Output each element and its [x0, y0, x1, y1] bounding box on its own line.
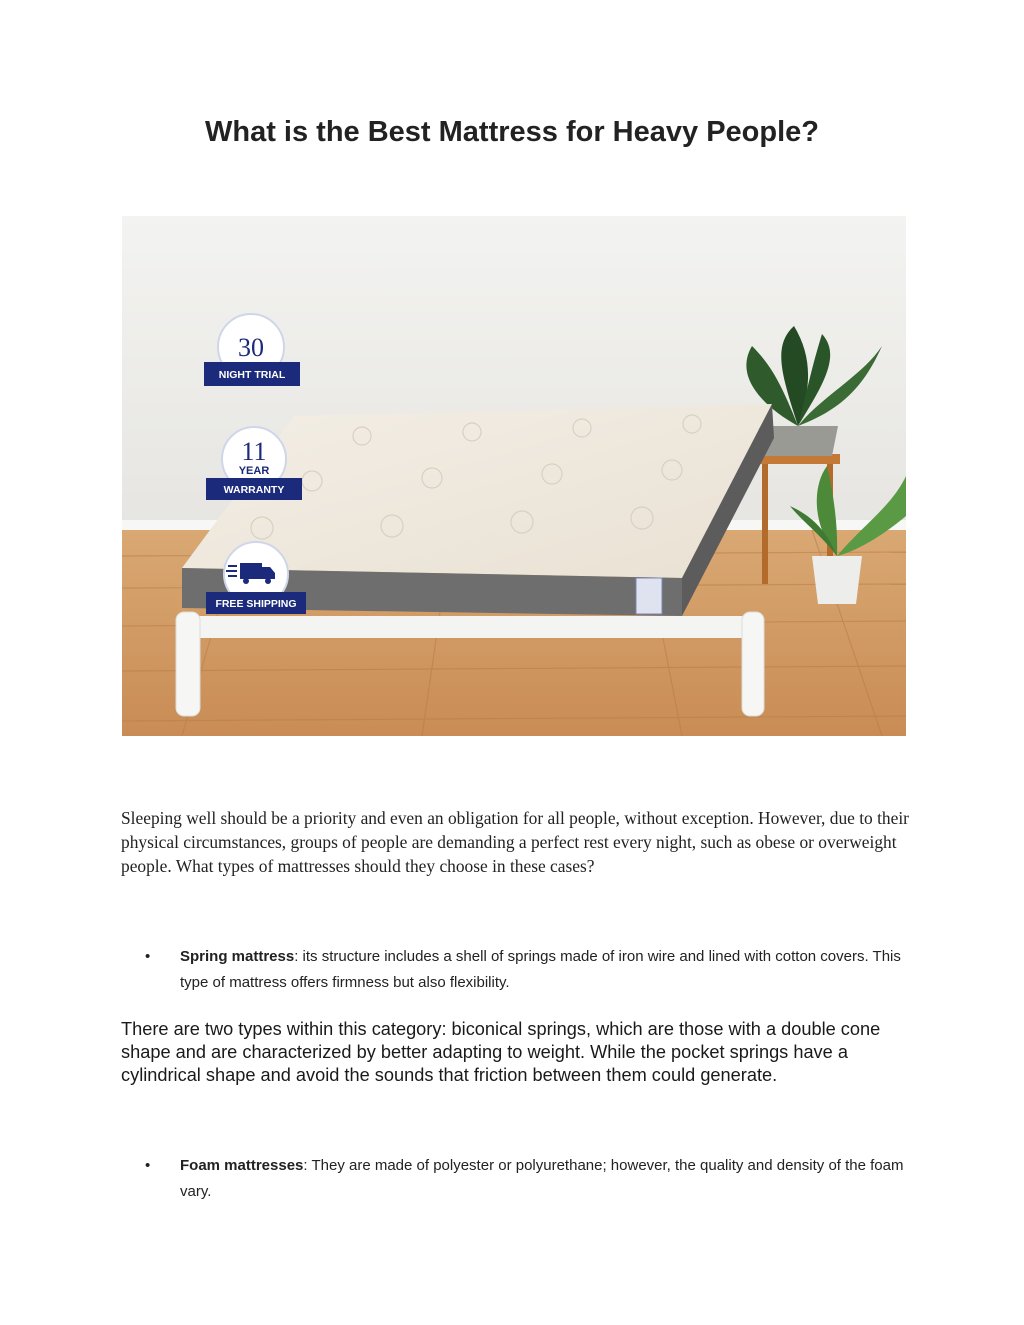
bullet-label: Spring mattress [180, 948, 295, 965]
list-item-foam-mattresses [145, 1153, 920, 1205]
warranty-year-label: YEAR [238, 465, 270, 477]
bullet-label: Foam mattresses [180, 1157, 304, 1174]
mattress-product-image [122, 216, 906, 736]
trial-days-number: 30 [238, 333, 264, 362]
bullet-icon: • [145, 1157, 151, 1174]
spring-types-paragraph: There are two types within this category: biconical springs, which are those with a double cone shape and are characterized by better adapting to weight. While the pocket springs have a cylindrical shape and avoid the sounds that friction between them could generate. [121, 1019, 881, 1085]
list-item-spring-mattress [145, 944, 920, 996]
bullet-icon: • [145, 948, 151, 965]
bullet-text: : They are made of polyester or polyurethane; however, the quality and density of the foam vary. [180, 1157, 904, 1200]
bullet-text: : its structure includes a shell of springs made of iron wire and lined with cotton covers. This type of mattress offers firmness but also flexibility. [180, 948, 901, 991]
intro-paragraph: Sleeping well should be a priority and even an obligation for all people, without exception. However, due to their physical circumstances, groups of people are demanding a perfect rest every night, such as obese or overweight people. What types of mattresses should they choose in these cases? [121, 808, 909, 876]
page-title: What is the Best Mattress for Heavy People? [205, 116, 819, 148]
night-trial-label: NIGHT TRIAL [218, 369, 286, 381]
warranty-label: WARRANTY [223, 484, 285, 496]
free-shipping-label: FREE SHIPPING [215, 598, 297, 610]
warranty-years-number: 11 [241, 437, 267, 466]
